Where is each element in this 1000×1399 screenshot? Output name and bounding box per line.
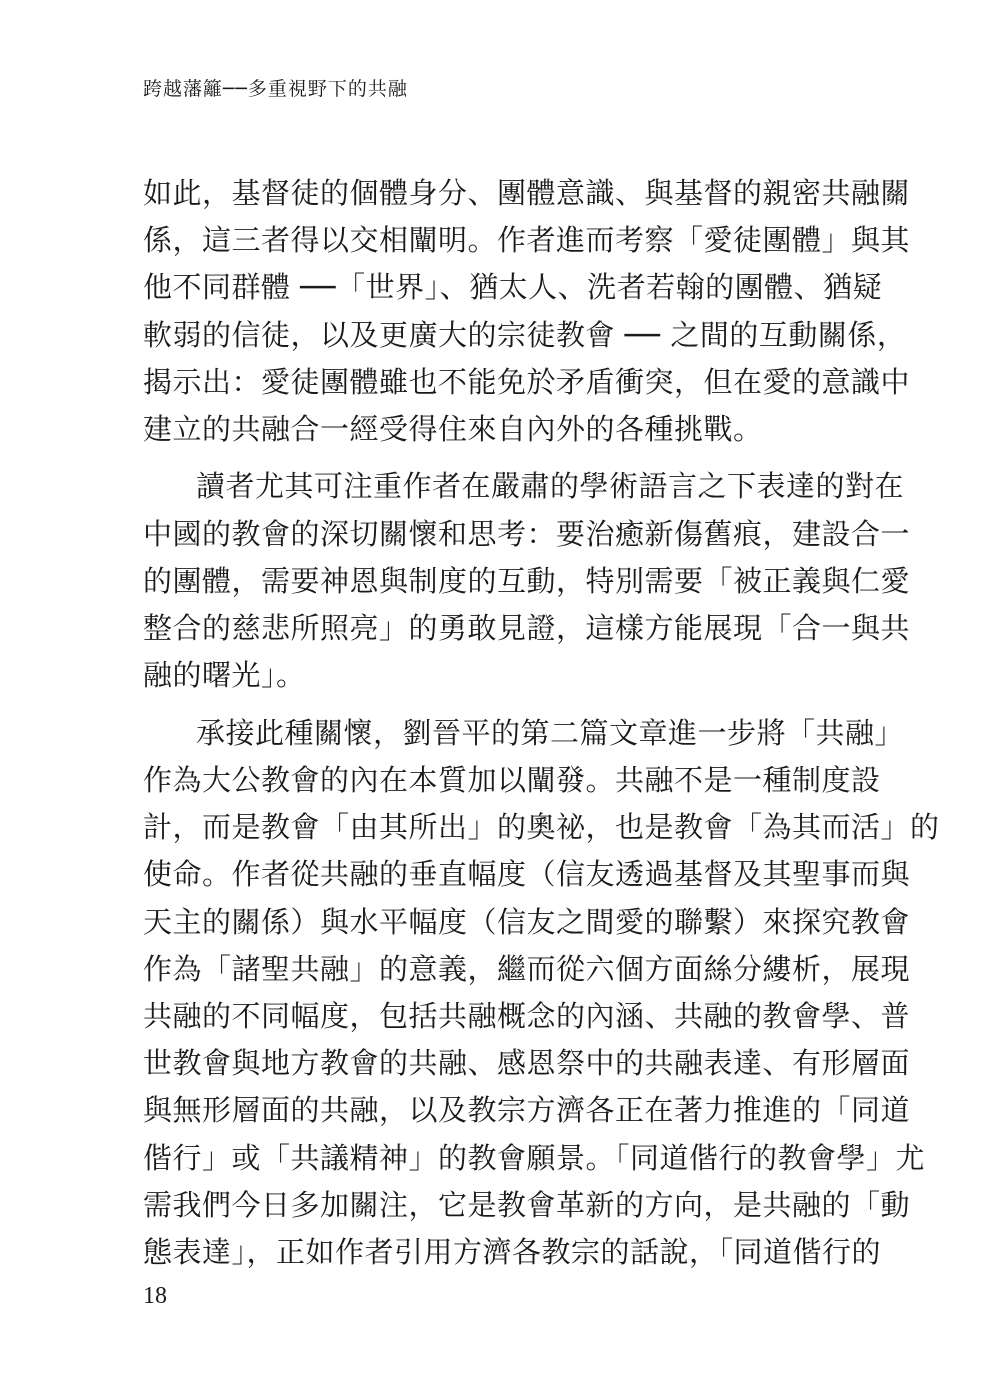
text-line: 需我們今日多加關注，它是教會革新的方向，是共融的「動 bbox=[143, 1188, 911, 1222]
text-line: 係，這三者得以交相闡明。作者進而考察「愛徒團體」與其 bbox=[143, 223, 911, 257]
text-line: 中國的教會的深切關懷和思考：要治癒新傷舊痕，建設合一 bbox=[143, 517, 911, 551]
text-line: 使命。作者從共融的垂直幅度（信友透過基督及其聖事而與 bbox=[143, 857, 911, 891]
text-line: 作為「諸聖共融」的意義，繼而從六個方面絲分縷析，展現 bbox=[143, 952, 911, 986]
text-line: 作為大公教會的內在本質加以闡發。共融不是一種制度設 bbox=[143, 763, 881, 797]
text-line: 融的曙光」。 bbox=[143, 658, 306, 692]
text-line: 軟弱的信徒，以及更廣大的宗徒教會 ── 之間的互動關係， bbox=[143, 318, 907, 352]
text-line: 承接此種關懷，劉晉平的第二篇文章進一步將「共融」 bbox=[196, 716, 905, 750]
text-line: 的團體，需要神恩與制度的互動，特別需要「被正義與仁愛 bbox=[143, 564, 911, 598]
text-line: 與無形層面的共融，以及教宗方濟各正在著力推進的「同道 bbox=[143, 1093, 911, 1127]
page-number: 18 bbox=[143, 1283, 167, 1309]
text-line: 建立的共融合一經受得住來自內外的各種挑戰。 bbox=[143, 412, 763, 446]
text-line: 偕行」或「共議精神」的教會願景。「同道偕行的教會學」尤 bbox=[143, 1141, 926, 1175]
text-line: 他不同群體 ──「世界」、猶太人、洗者若翰的團體、猶疑 bbox=[143, 270, 883, 304]
text-line: 共融的不同幅度，包括共融概念的內涵、共融的教會學、普 bbox=[143, 999, 911, 1033]
text-line: 如此，基督徒的個體身分、團體意識、與基督的親密共融關 bbox=[143, 176, 911, 210]
text-line: 世教會與地方教會的共融、感恩祭中的共融表達、有形層面 bbox=[143, 1046, 911, 1080]
running-header: 跨越藩籬──多重視野下的共融 bbox=[143, 78, 408, 100]
text-line: 整合的慈悲所照亮」的勇敢見證，這樣方能展現「合一與共 bbox=[143, 611, 911, 645]
text-line: 讀者尤其可注重作者在嚴肅的學術語言之下表達的對在 bbox=[196, 469, 905, 503]
text-line: 揭示出：愛徒團體雖也不能免於矛盾衝突，但在愛的意識中 bbox=[143, 365, 911, 399]
text-line: 計，而是教會「由其所出」的奧祕，也是教會「為其而活」的 bbox=[143, 810, 940, 844]
text-line: 天主的關係）與水平幅度（信友之間愛的聯繫）來探究教會 bbox=[143, 905, 911, 939]
text-line: 態表達」，正如作者引用方濟各教宗的話說，「同道偕行的 bbox=[143, 1235, 882, 1269]
